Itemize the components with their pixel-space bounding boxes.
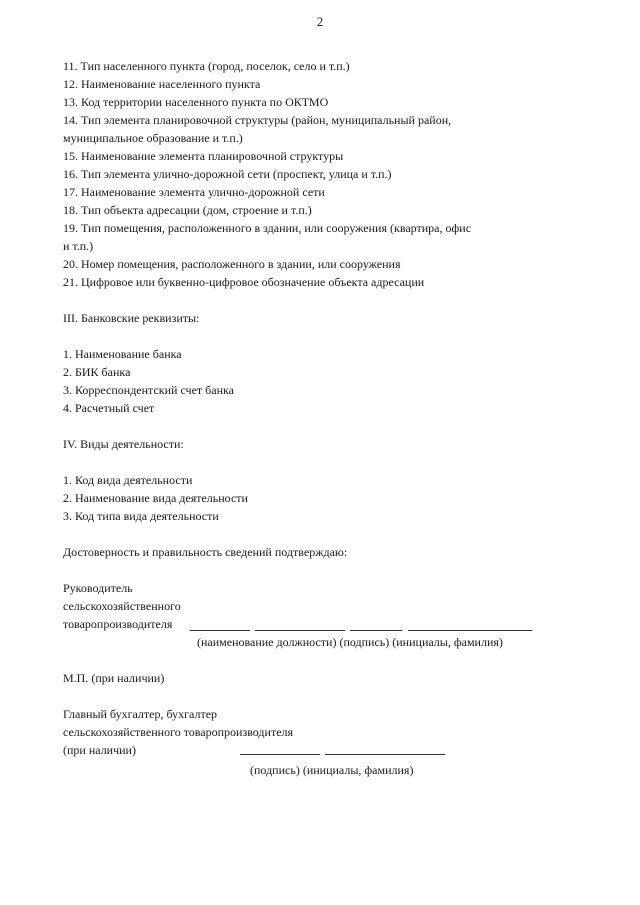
list-item: 18. Тип объекта адресации (дом, строение и т.п.) (63, 203, 312, 217)
list-item: 20. Номер помещения, расположенного в здании, или сооружения (63, 257, 401, 271)
list-item: 4. Расчетный счет (63, 401, 155, 415)
accountant-title-line: Главный бухгалтер, бухгалтер (63, 707, 218, 721)
list-item: 2. Наименование вида деятельности (63, 491, 248, 505)
head-title-line: Руководитель (63, 581, 133, 595)
head-title-line: сельскохозяйственного (63, 599, 181, 613)
list-item: 13. Код территории населенного пункта по ОКТМО (63, 95, 329, 109)
list-item: 3. Код типа вида деятельности (63, 509, 219, 523)
list-item: 17. Наименование элемента улично-дорожной сети (63, 185, 325, 199)
accountant-title-line: сельскохозяйственного товаропроизводителя (63, 725, 294, 739)
list-item: 16. Тип элемента улично-дорожной сети (проспект, улица и т.п.) (63, 167, 392, 181)
head-signature-caption: (наименование должности) (подпись) (инициалы, фамилия) (197, 635, 503, 649)
section-heading-activities: IV. Виды деятельности: (63, 437, 184, 451)
confirmation-text: Достоверность и правильность сведений подтверждаю: (63, 545, 348, 559)
signature-line (350, 630, 402, 631)
section-heading-bank: III. Банковские реквизиты: (63, 311, 200, 325)
list-item: 1. Код вида деятельности (63, 473, 193, 487)
list-item: муниципальное образование и т.п.) (63, 131, 243, 145)
list-item: 1. Наименование банка (63, 347, 182, 361)
page-number: 2 (316, 14, 324, 29)
name-signature-line (325, 754, 445, 755)
list-item: 14. Тип элемента планировочной структуры (район, муниципальный район, (63, 113, 452, 127)
head-title-line: товаропроизводителя (63, 617, 173, 631)
signature-line (240, 754, 320, 755)
list-item: 21. Цифровое или буквенно-цифровое обозначение объекта адресации (63, 275, 425, 289)
list-item: 12. Наименование населенного пункта (63, 77, 261, 91)
accountant-title-line: (при наличии) (63, 743, 136, 757)
signature-line (255, 630, 345, 631)
stamp-note: М.П. (при наличии) (63, 671, 165, 685)
list-item: 15. Наименование элемента планировочной структуры (63, 149, 344, 163)
list-item: 3. Корреспондентский счет банка (63, 383, 234, 397)
list-item: 11. Тип населенного пункта (город, поселок, село и т.п.) (63, 59, 350, 73)
name-signature-line (408, 630, 532, 631)
accountant-signature-caption: (подпись) (инициалы, фамилия) (250, 763, 414, 777)
list-item: 2. БИК банка (63, 365, 131, 379)
position-signature-line (190, 630, 250, 631)
list-item: и т.п.) (63, 239, 94, 253)
list-item: 19. Тип помещения, расположенного в здании, или сооружения (квартира, офис (63, 221, 472, 235)
